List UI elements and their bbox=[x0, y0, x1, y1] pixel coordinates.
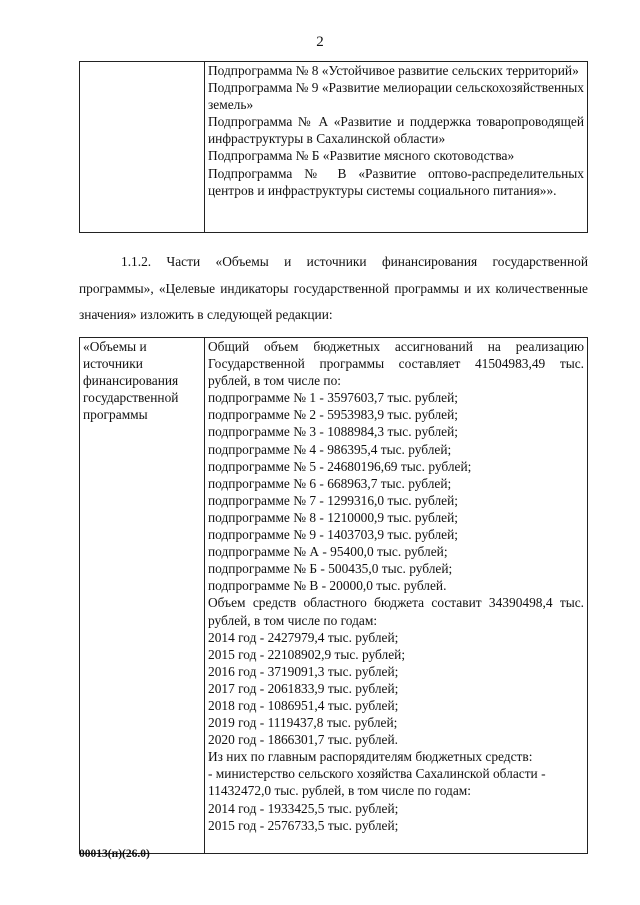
regional-year-amount: 2017 год - 2061833,9 тыс. рублей; bbox=[208, 680, 399, 696]
subprogram-amount: подпрограмме № 5 - 24680196,69 тыс. рублей; bbox=[208, 458, 472, 474]
subprograms-table-right-cell bbox=[205, 62, 588, 233]
subprogram-amount: подпрограмме № 4 - 986395,4 тыс. рублей; bbox=[208, 441, 452, 457]
funding-table bbox=[79, 337, 588, 854]
subprogram-amount: подпрограмме № Б - 500435,0 тыс. рублей; bbox=[208, 561, 453, 577]
amendment-paragraph-text: 1.1.2. Части «Объемы и источники финансирования государственной программы», «Целевые индикаторы государственной программы и их количественные значения» изложить в следующей редакции: bbox=[79, 254, 588, 322]
amendment-paragraph bbox=[79, 249, 588, 329]
funding-table-heading: «Объемы и источники финансирования государственной программы bbox=[80, 338, 205, 854]
document-code: 00013(п)(26.0) bbox=[79, 848, 150, 860]
regional-year-amount: 2016 год - 3719091,3 тыс. рублей; bbox=[208, 663, 399, 679]
page-number: 2 bbox=[316, 34, 324, 50]
ministry-year-amount: 2015 год - 2576733,5 тыс. рублей; bbox=[208, 817, 399, 833]
subprogram-amount: подпрограмме № 3 - 1088984,3 тыс. рублей; bbox=[208, 424, 458, 440]
subprogram-amount: подпрограмме № 8 - 1210000,9 тыс. рублей; bbox=[208, 509, 458, 525]
subprogram-amount: подпрограмме № 1 - 3597603,7 тыс. рублей; bbox=[208, 390, 458, 406]
subprogram-amount: подпрограмме № В - 20000,0 тыс. рублей. bbox=[208, 578, 447, 594]
total-intro: Общий объем бюджетных ассигнований на реализацию Государственной программы составляет 41504983,49 тыс. рублей, в том числе по: bbox=[208, 339, 584, 389]
subprogram-amount: подпрограмме № А - 95400,0 тыс. рублей; bbox=[208, 544, 448, 560]
regional-year-amount: 2018 год - 1086951,4 тыс. рублей; bbox=[208, 697, 399, 713]
regional-year-amount: 2015 год - 22108902,9 тыс. рублей; bbox=[208, 646, 406, 662]
ministry-year-amount: 2014 год - 1933425,5 тыс. рублей; bbox=[208, 800, 399, 816]
regional-year-amount: 2014 год - 2427979,4 тыс. рублей; bbox=[208, 629, 399, 645]
subprograms-table-left-cell bbox=[80, 62, 205, 233]
subprogram-amount: подпрограмме № 9 - 1403703,9 тыс. рублей; bbox=[208, 527, 458, 543]
subprogram-item: Подпрограмма № А «Развитие и поддержка товаропроводящей инфраструктуры в Сахалинской области» bbox=[208, 114, 584, 147]
regional-year-amount: 2020 год - 1866301,7 тыс. рублей. bbox=[208, 732, 398, 748]
subprogram-item: Подпрограмма № 9 «Развитие мелиорации сельскохозяйственных земель» bbox=[208, 80, 584, 113]
regional-year-amount: 2019 год - 1119437,8 тыс. рублей; bbox=[208, 715, 398, 731]
subprogram-amount: подпрограмме № 7 - 1299316,0 тыс. рублей; bbox=[208, 492, 458, 508]
regional-budget-intro: Объем средств областного бюджета составит 34390498,4 тыс. рублей, в том числе по годам: bbox=[208, 595, 584, 628]
subprogram-item: Подпрограмма № В «Развитие оптово-распределительных центров и инфраструктуры системы социального питания»». bbox=[208, 165, 584, 198]
subprogram-amount: подпрограмме № 6 - 668963,7 тыс. рублей; bbox=[208, 475, 452, 491]
subprogram-amount: подпрограмме № 2 - 5953983,9 тыс. рублей; bbox=[208, 407, 458, 423]
ministry-amount: - министерство сельского хозяйства Сахалинской области - 11432472,0 тыс. рублей, в том числе по годам: bbox=[208, 766, 546, 799]
subprogram-item: Подпрограмма № Б «Развитие мясного скотоводства» bbox=[208, 148, 515, 164]
funding-table-content bbox=[205, 338, 588, 854]
subprogram-item: Подпрограмма № 8 «Устойчивое развитие сельских территорий» bbox=[208, 63, 579, 78]
subprograms-table bbox=[79, 61, 588, 233]
distributors-intro: Из них по главным распорядителям бюджетных средств: bbox=[208, 749, 533, 765]
